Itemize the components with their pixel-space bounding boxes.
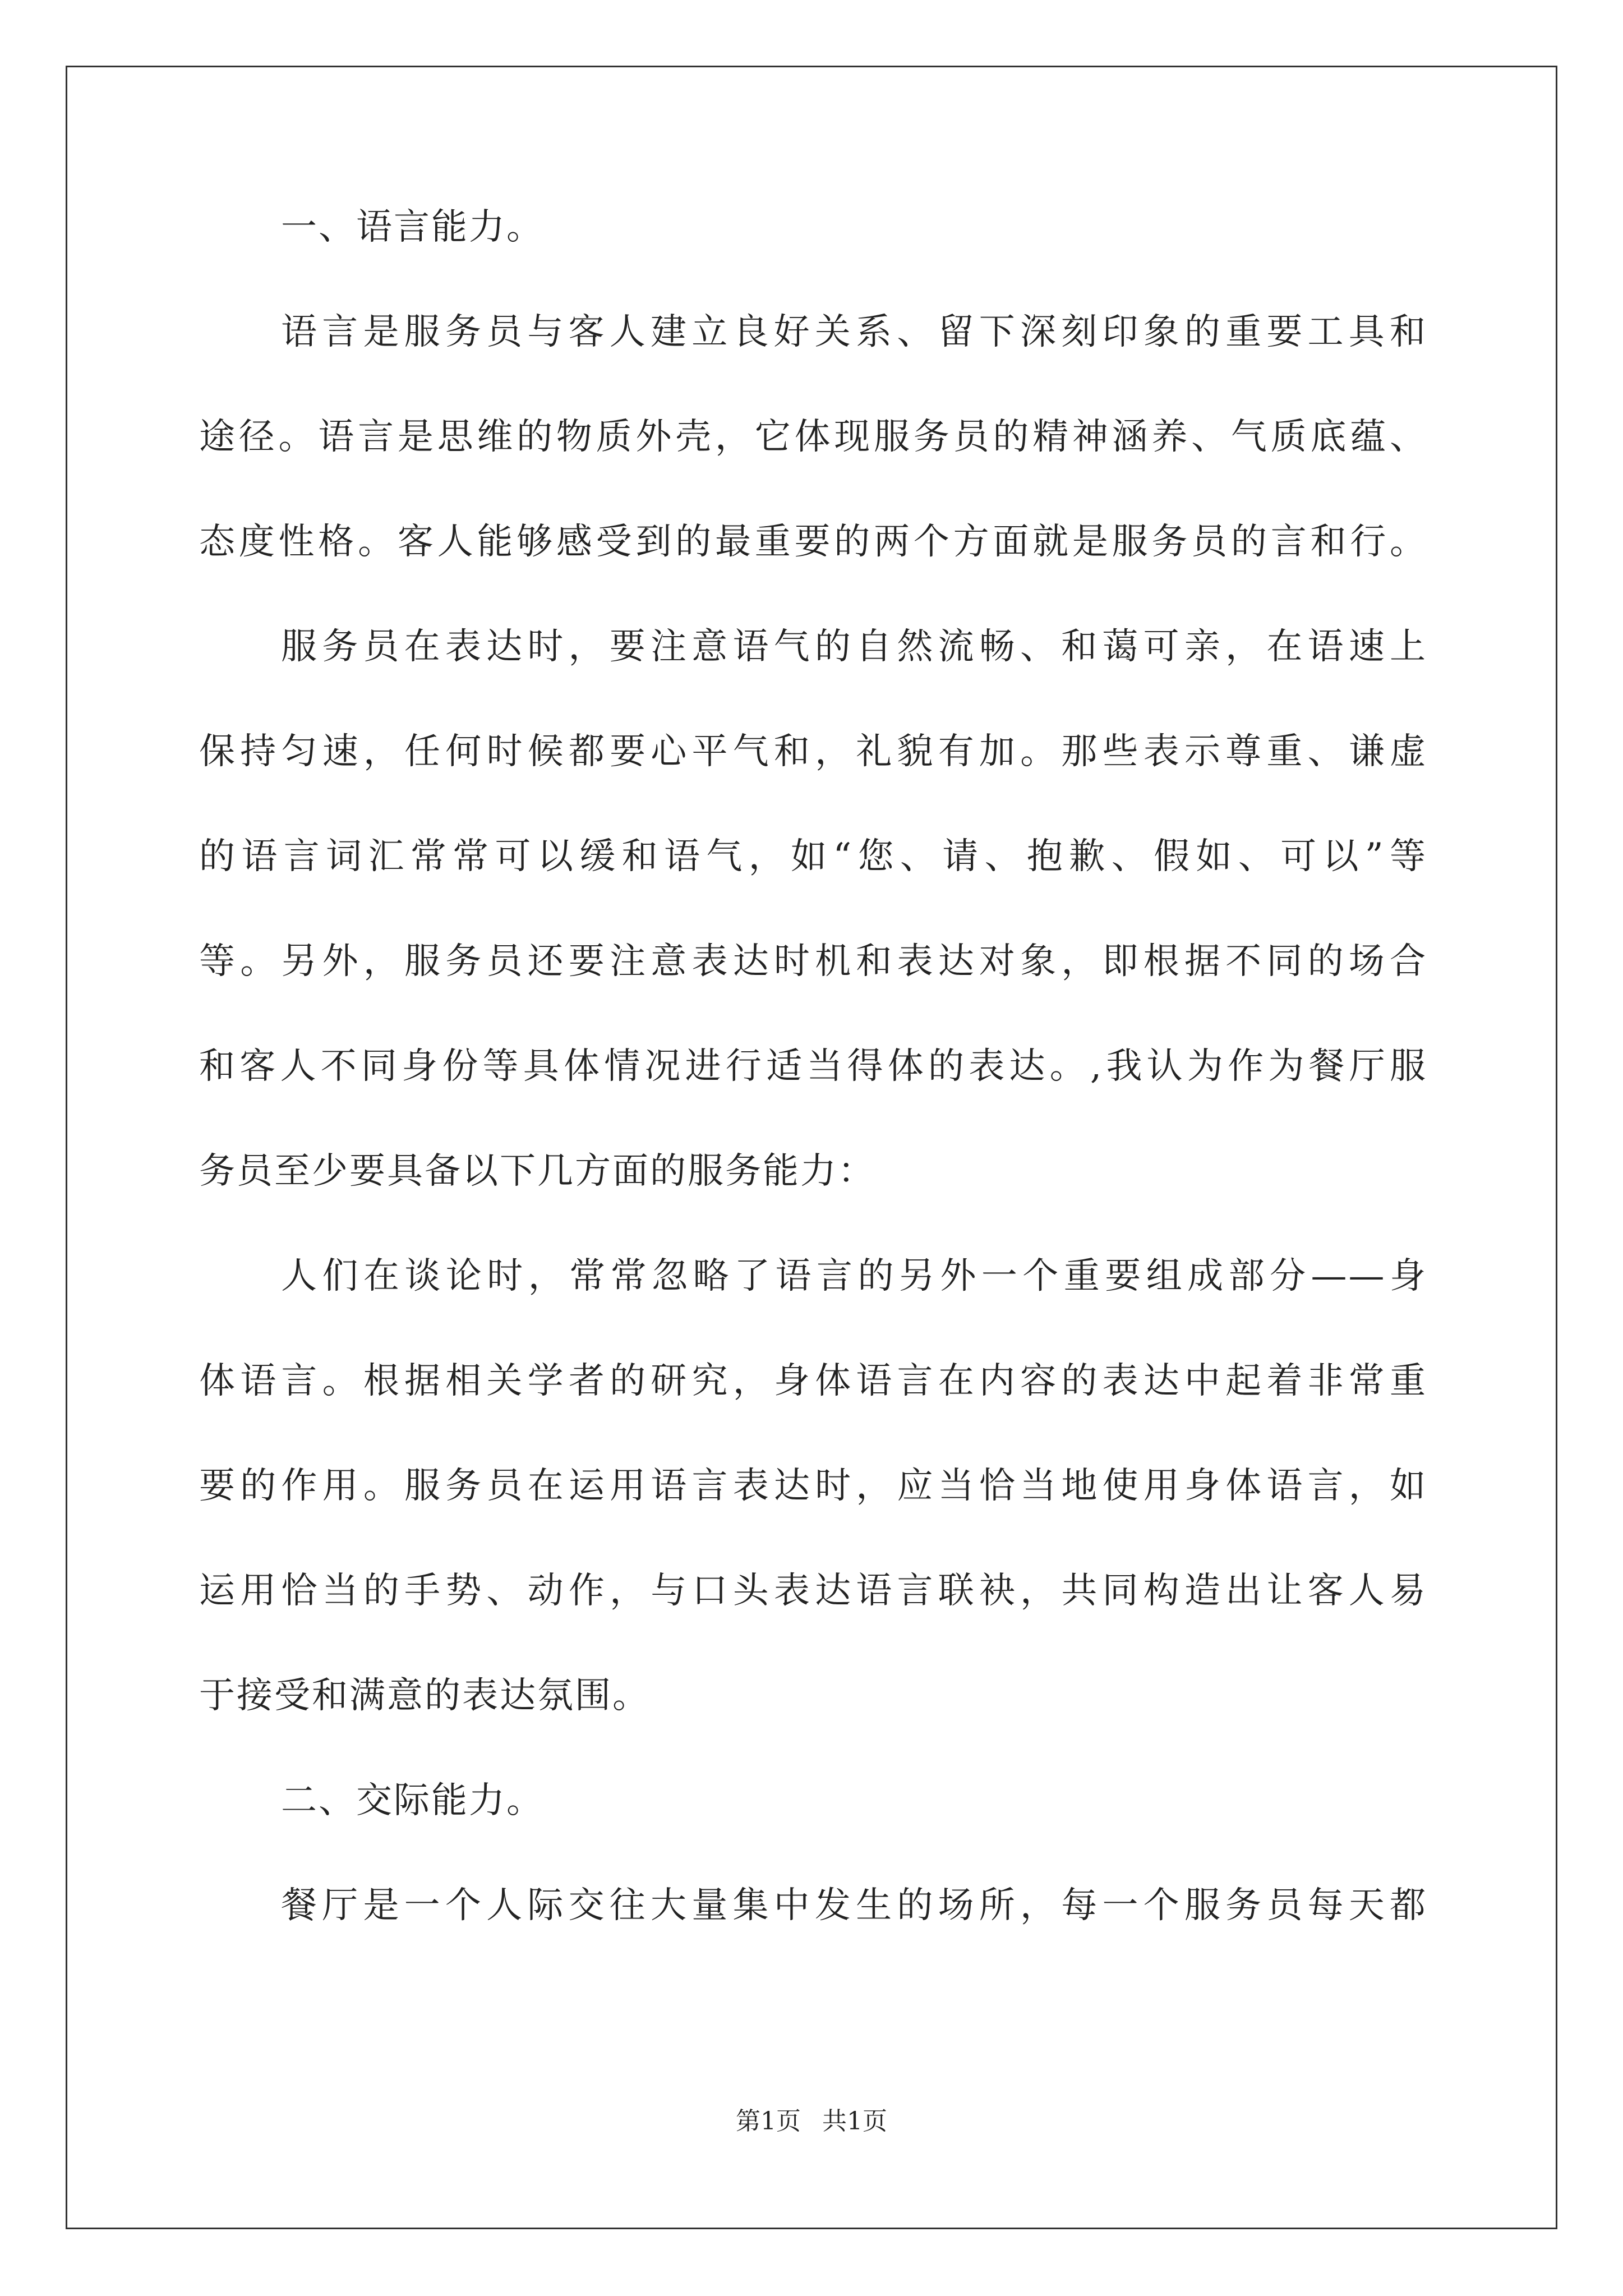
page-footer	[0, 2105, 1623, 2138]
paragraph-line: 要的作用。服务员在运用语言表达时，应当恰当地使用身体语言，如	[199, 1465, 1427, 1507]
paragraph-line: 务员至少要具备以下几方面的服务能力：	[199, 1151, 875, 1192]
section-heading-language: 一、语言能力。	[281, 206, 544, 248]
paragraph-line: 语言是服务员与客人建立良好关系、留下深刻印象的重要工具和	[281, 311, 1427, 353]
paragraph-line: 途径。语言是思维的物质外壳，它体现服务员的精神涵养、气质底蕴、	[199, 416, 1427, 458]
paragraph-line: 的语言词汇常常可以缓和语气，如“您、请、抱歉、假如、可以”等	[199, 836, 1427, 877]
paragraph-line: 人们在谈论时，常常忽略了语言的另外一个重要组成部分——身	[281, 1255, 1427, 1297]
paragraph-line: 和客人不同身份等具体情况进行适当得体的表达。,我认为作为餐厅服	[199, 1046, 1427, 1087]
paragraph-line: 等。另外，服务员还要注意表达时机和表达对象，即根据不同的场合	[199, 941, 1427, 982]
page-number: 第1页	[736, 2107, 801, 2136]
paragraph-line: 体语言。根据相关学者的研究，身体语言在内容的表达中起着非常重	[199, 1360, 1427, 1402]
page-total: 共1页	[822, 2107, 887, 2136]
paragraph-line: 保持匀速，任何时候都要心平气和，礼貌有加。那些表示尊重、谦虚	[199, 731, 1427, 772]
paragraph-line: 于接受和满意的表达氛围。	[199, 1675, 650, 1717]
paragraph-line: 服务员在表达时，要注意语气的自然流畅、和蔼可亲，在语速上	[281, 626, 1427, 668]
paragraph-line: 运用恰当的手势、动作，与口头表达语言联袂，共同构造出让客人易	[199, 1570, 1427, 1612]
section-heading-communication: 二、交际能力。	[281, 1780, 544, 1821]
paragraph-line: 态度性格。客人能够感受到的最重要的两个方面就是服务员的言和行。	[199, 521, 1427, 563]
paragraph-line: 餐厅是一个人际交往大量集中发生的场所，每一个服务员每天都	[281, 1885, 1427, 1926]
